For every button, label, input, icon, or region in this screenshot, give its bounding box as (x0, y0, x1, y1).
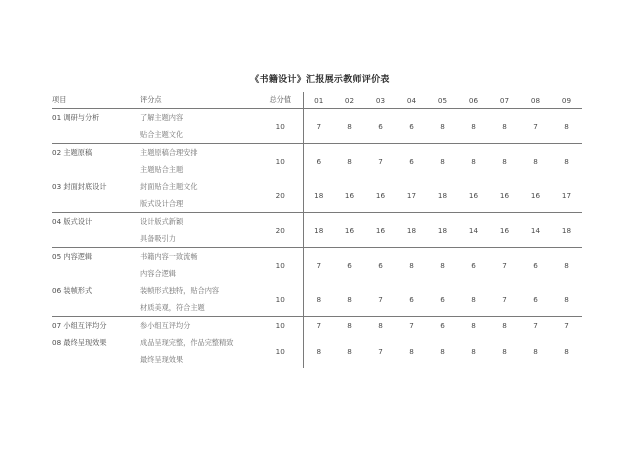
total-score: 20 (258, 213, 303, 248)
project-cell (52, 248, 140, 283)
score-cell: 7 (564, 321, 569, 330)
header-scorer: 01 (303, 92, 334, 109)
score-cell: 8 (334, 109, 365, 144)
score-cell: 6 (520, 282, 551, 317)
score-cell: 7 (378, 156, 383, 166)
score-cell: 6 (409, 156, 414, 166)
header-project: 项目 (52, 92, 140, 109)
header-total: 总分值 (258, 92, 303, 109)
project-label: 06 装帧形式 (52, 286, 93, 295)
score-cell: 8 (409, 346, 414, 356)
score-cell: 6 (533, 260, 538, 270)
score-cell: 8 (533, 346, 538, 356)
score-cell: 18 (396, 213, 427, 248)
score-cell: 6 (316, 156, 322, 166)
score-cell: 14 (458, 213, 489, 248)
score-cell: 8 (458, 282, 489, 317)
score-cell: 16 (489, 213, 520, 248)
header-scorer: 07 (489, 92, 520, 109)
score-cell: 8 (440, 260, 445, 270)
criteria-text: 参小组互评均分 (140, 321, 191, 330)
score-cell: 6 (365, 109, 396, 144)
score-cell: 6 (396, 109, 427, 144)
score-cell: 7 (303, 109, 334, 144)
total-score: 20 (258, 178, 303, 213)
score-cell: 8 (489, 109, 520, 144)
score-cell: 8 (471, 321, 476, 330)
criteria-text: 版式设计合理 (140, 199, 184, 208)
criteria-text: 主题原稿合理安排 (140, 148, 198, 157)
score-cell: 8 (502, 321, 507, 330)
document-title: 《书籍设计》汇报展示教师评价表 (250, 75, 390, 85)
table-row (52, 109, 582, 144)
score-cell: 7 (533, 321, 538, 330)
score-cell: 7 (316, 260, 322, 270)
score-cell: 8 (378, 321, 383, 330)
criteria-cell (140, 334, 258, 368)
project-cell (52, 144, 140, 179)
score-cell: 8 (347, 156, 352, 166)
score-cell: 6 (378, 260, 383, 270)
score-cell: 7 (316, 321, 322, 330)
criteria-text: 装帧形式独特，贴合内容 (140, 286, 220, 295)
criteria-text: 贴合主题文化 (140, 130, 184, 139)
table-row (52, 213, 582, 248)
total-score: 10 (258, 109, 303, 144)
score-cell: 14 (520, 213, 551, 248)
header-row (52, 92, 582, 109)
score-cell: 16 (334, 178, 365, 213)
score-cell: 8 (564, 156, 569, 166)
project-cell (52, 178, 140, 213)
score-cell: 7 (502, 260, 507, 270)
table-row (52, 178, 582, 213)
project-label: 04 版式设计 (52, 217, 93, 226)
project-label: 01 调研与分析 (52, 113, 100, 122)
criteria-text: 书籍内容一致流畅 (140, 252, 198, 261)
project-cell (52, 213, 140, 248)
total-score: 10 (258, 317, 303, 335)
header-criteria: 评分点 (140, 92, 258, 109)
score-cell: 8 (347, 321, 352, 330)
total-score: 10 (258, 248, 303, 283)
project-cell (52, 317, 140, 335)
evaluation-table (52, 92, 582, 368)
criteria-text: 最终呈现效果 (140, 355, 184, 364)
score-cell: 8 (502, 346, 507, 356)
score-cell: 7 (378, 346, 383, 356)
project-label: 02 主题原稿 (52, 148, 93, 157)
criteria-text: 了解主题内容 (140, 113, 184, 122)
criteria-cell (140, 109, 258, 144)
project-cell (52, 109, 140, 144)
header-scorer: 03 (365, 92, 396, 109)
project-label: 08 最终呈现效果 (52, 338, 107, 347)
score-cell: 8 (440, 156, 445, 166)
score-cell: 16 (365, 178, 396, 213)
score-cell: 8 (427, 109, 458, 144)
project-label: 07 小组互评均分 (52, 321, 107, 330)
project-cell (52, 282, 140, 317)
project-cell (52, 334, 140, 368)
header-scorer: 04 (396, 92, 427, 109)
criteria-text: 主题贴合主题 (140, 165, 184, 174)
table-row (52, 334, 582, 368)
score-cell: 16 (458, 178, 489, 213)
header-scorer: 09 (551, 92, 582, 109)
project-label: 05 内容逻辑 (52, 252, 93, 261)
score-cell: 16 (334, 213, 365, 248)
score-cell: 8 (564, 346, 569, 356)
score-cell: 17 (396, 178, 427, 213)
criteria-cell (140, 178, 258, 213)
header-scorer: 05 (427, 92, 458, 109)
score-cell: 8 (533, 156, 538, 166)
score-cell: 18 (427, 178, 458, 213)
criteria-cell (140, 213, 258, 248)
header-scorer: 08 (520, 92, 551, 109)
score-cell: 7 (365, 282, 396, 317)
score-cell: 8 (471, 156, 476, 166)
criteria-cell (140, 144, 258, 179)
score-cell: 7 (409, 321, 414, 330)
criteria-text: 具备吸引力 (140, 234, 176, 243)
criteria-text: 材质美观，符合主题 (140, 303, 205, 312)
criteria-text: 成品呈现完整，作品完整精致 (140, 338, 234, 347)
score-cell: 6 (440, 321, 445, 330)
score-cell: 8 (316, 346, 322, 356)
criteria-cell (140, 317, 258, 335)
score-cell: 18 (303, 213, 334, 248)
score-cell: 7 (520, 109, 551, 144)
table-row (52, 317, 582, 335)
score-cell: 18 (551, 213, 582, 248)
score-cell: 8 (551, 282, 582, 317)
score-cell: 16 (489, 178, 520, 213)
score-cell: 8 (409, 260, 414, 270)
criteria-text: 内容合逻辑 (140, 269, 176, 278)
criteria-cell (140, 248, 258, 283)
score-cell: 8 (458, 109, 489, 144)
score-cell: 17 (551, 178, 582, 213)
score-cell: 8 (471, 346, 476, 356)
score-cell: 8 (347, 346, 352, 356)
score-cell: 8 (440, 346, 445, 356)
table-row (52, 144, 582, 179)
table-row (52, 248, 582, 283)
header-scorer: 02 (334, 92, 365, 109)
criteria-text: 封面贴合主题文化 (140, 182, 198, 191)
score-cell: 6 (347, 260, 352, 270)
score-cell: 18 (303, 178, 334, 213)
header-scorer: 06 (458, 92, 489, 109)
score-cell: 8 (303, 282, 334, 317)
score-cell: 16 (365, 213, 396, 248)
criteria-text: 设计版式新颖 (140, 217, 184, 226)
score-cell: 8 (551, 109, 582, 144)
score-cell: 8 (334, 282, 365, 317)
score-cell: 8 (564, 260, 569, 270)
total-score: 10 (258, 282, 303, 317)
total-score: 10 (258, 334, 303, 368)
score-cell: 18 (427, 213, 458, 248)
score-cell: 7 (489, 282, 520, 317)
table-row (52, 282, 582, 317)
score-cell: 6 (396, 282, 427, 317)
project-label: 03 封面封底设计 (52, 182, 107, 191)
criteria-cell (140, 282, 258, 317)
score-cell: 6 (471, 260, 476, 270)
score-cell: 16 (520, 178, 551, 213)
score-cell: 8 (502, 156, 507, 166)
total-score: 10 (258, 144, 303, 179)
score-cell: 6 (427, 282, 458, 317)
